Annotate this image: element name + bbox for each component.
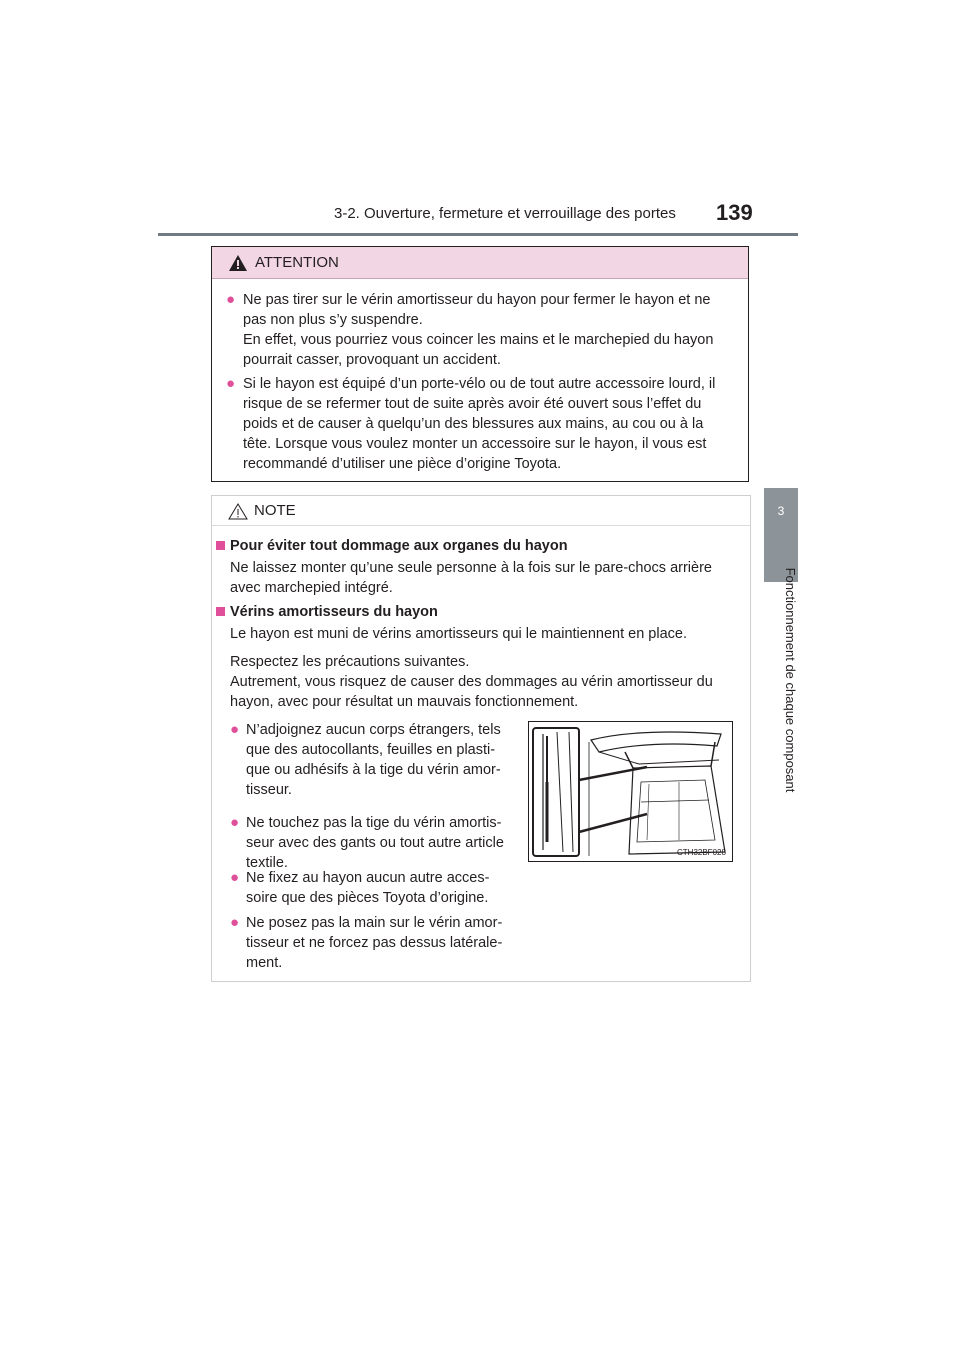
- note-section-1-text: [230, 558, 745, 598]
- text-line: Autrement, vous risquez de causer des dommages au vérin amortisseur du: [230, 674, 713, 690]
- spacer: [230, 644, 745, 652]
- bullet-icon: ●: [230, 914, 240, 931]
- attention-item-2: [243, 374, 743, 474]
- note-bullet-4: [246, 913, 516, 973]
- square-bullet-icon: [216, 541, 225, 550]
- text-line: que ou adhésifs à la tige du vérin amor-: [246, 762, 501, 778]
- text-line: tisseur et ne forcez pas dessus latérale-: [246, 935, 503, 951]
- note-section-2-text: [230, 624, 745, 712]
- text-line: ment.: [246, 955, 283, 971]
- warning-triangle-icon: [229, 255, 247, 271]
- text-line: Ne laissez monter qu’une seule personne à la fois sur le pare-chocs arrière: [230, 560, 712, 576]
- note-title: NOTE: [254, 502, 296, 519]
- text-line: textile.: [246, 855, 288, 871]
- text-line: poids et de causer à quelqu’un des blessures aux mains, au cou ou à la: [243, 416, 704, 432]
- text-line: Respectez les précautions suivantes.: [230, 654, 470, 670]
- note-header: [212, 496, 750, 526]
- note-bullet-3: [246, 868, 516, 908]
- text-line: que des autocollants, feuilles en plasti-: [246, 742, 496, 758]
- note-bullet-2: [246, 813, 516, 873]
- text-line: seur avec des gants ou tout autre article: [246, 835, 504, 851]
- chapter-number: 3: [777, 504, 785, 518]
- bullet-icon: ●: [230, 721, 240, 738]
- chapter-title-container: [780, 550, 800, 810]
- square-bullet-icon: [216, 607, 225, 616]
- caution-outline-icon: [228, 503, 246, 519]
- tailgate-drawing: [529, 722, 732, 861]
- tailgate-strut-illustration: [528, 721, 733, 862]
- note-heading-1: Pour éviter tout dommage aux organes du hayon: [230, 538, 568, 554]
- text-line: En effet, vous pourriez vous coincer les mains et le marchepied du hayon: [243, 332, 714, 348]
- text-line: Si le hayon est équipé d’un porte-vélo ou de tout autre accessoire lourd, il: [243, 376, 716, 392]
- bullet-icon: ●: [226, 291, 236, 308]
- text-line: soire que des pièces Toyota d’origine.: [246, 890, 489, 906]
- text-line: Le hayon est muni de vérins amortisseurs qui le maintiennent en place.: [230, 626, 688, 642]
- text-line: recommandé d’utiliser une pièce d’origine Toyota.: [243, 456, 562, 472]
- attention-title: ATTENTION: [255, 254, 339, 271]
- note-heading-2: Vérins amortisseurs du hayon: [230, 604, 438, 620]
- text-line: Ne touchez pas la tige du vérin amortis-: [246, 815, 502, 831]
- text-line: risque de se refermer tout de suite après avoir été ouvert sous l’effet du: [243, 396, 702, 412]
- note-bullet-1: [246, 720, 516, 800]
- text-line: pas non plus s’y suspendre.: [243, 312, 423, 328]
- text-line: tête. Lorsque vous voulez monter un accessoire sur le hayon, il vous est: [243, 436, 707, 452]
- section-title: 3-2. Ouverture, fermeture et verrouillage des portes: [334, 205, 676, 222]
- text-line: Ne fixez au hayon aucun autre acces-: [246, 870, 490, 886]
- page-number: 139: [716, 200, 753, 225]
- bullet-icon: ●: [230, 869, 240, 886]
- figure-code: CTH32BF028: [677, 848, 726, 857]
- text-line: Ne pas tirer sur le vérin amortisseur du hayon pour fermer le hayon et ne: [243, 292, 711, 308]
- text-line: pourrait casser, provoquant un accident.: [243, 352, 501, 368]
- header-divider: [158, 233, 798, 236]
- bullet-icon: ●: [230, 814, 240, 831]
- chapter-title: Fonctionnement de chaque composant: [783, 567, 798, 793]
- bullet-icon: ●: [226, 375, 236, 392]
- text-line: hayon, avec pour résultat un mauvais fonctionnement.: [230, 694, 579, 710]
- text-line: Ne posez pas la main sur le vérin amor-: [246, 915, 503, 931]
- attention-header: [212, 247, 748, 279]
- text-line: tisseur.: [246, 782, 292, 798]
- text-line: N’adjoignez aucun corps étrangers, tels: [246, 722, 501, 738]
- text-line: avec marchepied intégré.: [230, 580, 393, 596]
- attention-item-1: [243, 290, 743, 370]
